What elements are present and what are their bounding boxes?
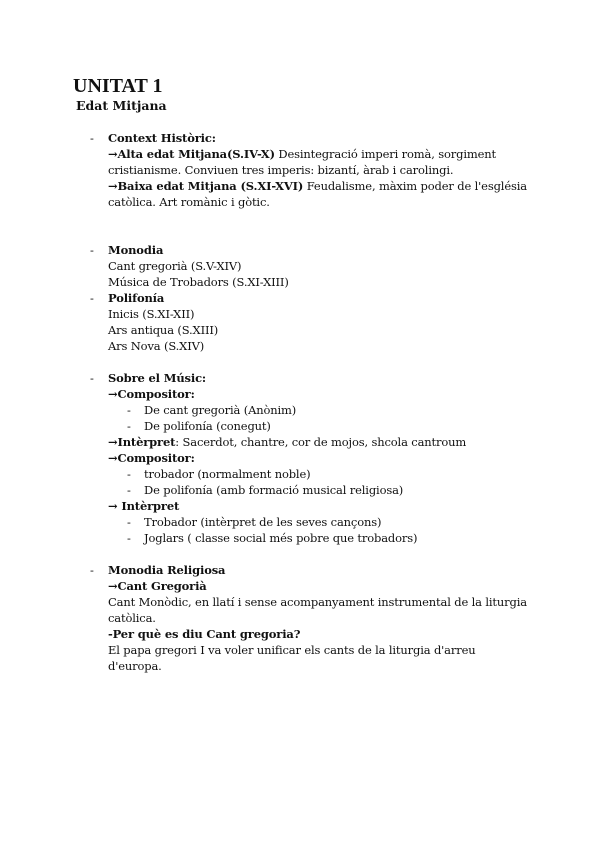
low-middle-ages-line bbox=[108, 178, 528, 194]
list-item: De cant gregorià (Anònim) bbox=[144, 403, 297, 417]
list-dash: - bbox=[90, 131, 94, 145]
composer-list-1 bbox=[127, 402, 528, 418]
spacer bbox=[0, 226, 600, 242]
list-dash: - bbox=[90, 563, 94, 577]
composer-label-2: →Compositor: bbox=[108, 451, 195, 465]
context-heading: Context Històric: bbox=[108, 131, 216, 145]
performer-label-2: → Intèrpret bbox=[108, 499, 180, 513]
music-heading: Sobre el Músic: bbox=[108, 371, 207, 385]
low-middle-ages-label: →Baixa edat Mitjana (S.XI-XVI) bbox=[108, 179, 304, 193]
section-polifonia bbox=[90, 290, 528, 354]
list-item: Ars Nova (S.XIV) bbox=[108, 339, 205, 353]
list-item: De polifonía (conegut) bbox=[144, 419, 271, 433]
list-item: Cant gregorià (S.V-XIV) bbox=[108, 259, 242, 273]
list-dash: - bbox=[127, 483, 131, 497]
list-item: Trobador (intèrpret de les seves cançons) bbox=[144, 515, 382, 529]
unit-title: UNITAT 1 bbox=[73, 75, 163, 97]
list-dash: - bbox=[127, 531, 131, 545]
section-religious bbox=[90, 562, 528, 674]
composer-list-2 bbox=[127, 482, 528, 498]
gregorian-answer: El papa gregori I va voler unificar els cants de la liturgia d'arreu d'europa. bbox=[108, 643, 476, 673]
high-middle-ages-text-cont: cristianisme. Conviuen tres imperis: bizantí, àrab i carolingi. bbox=[108, 163, 454, 177]
subtitle: Edat Mitjana bbox=[76, 98, 167, 113]
gregorian-label: →Cant Gregorià bbox=[108, 579, 207, 593]
list-dash: - bbox=[127, 419, 131, 433]
list-item: Inicis (S.XI-XII) bbox=[108, 307, 195, 321]
list-item: De polifonía (amb formació musical religiosa) bbox=[144, 483, 404, 497]
low-middle-ages-text: Feudalisme, màxim poder de l'església bbox=[303, 179, 527, 193]
performer-text-1: : Sacerdot, chantre, cor de mojos, shcola cantroum bbox=[175, 435, 467, 449]
section-monodia bbox=[90, 242, 528, 290]
list-dash: - bbox=[127, 467, 131, 481]
performer-list-2 bbox=[127, 530, 528, 546]
list-dash: - bbox=[127, 515, 131, 529]
performer-line-1 bbox=[108, 434, 528, 450]
high-middle-ages-text: Desintegració imperi romà, sorgiment bbox=[274, 147, 497, 161]
gregorian-question: -Per què es diu Cant gregoria? bbox=[108, 627, 301, 641]
section-music bbox=[90, 370, 528, 546]
section-context bbox=[90, 130, 528, 210]
high-middle-ages-label: →Alta edat Mitjana(S.IV-X) bbox=[108, 147, 275, 161]
religious-heading: Monodia Religiosa bbox=[108, 563, 226, 577]
high-middle-ages-line bbox=[108, 146, 528, 162]
spacer bbox=[0, 546, 600, 562]
low-middle-ages-text-cont: catòlica. Art romànic i gòtic. bbox=[108, 195, 270, 209]
list-dash: - bbox=[127, 403, 131, 417]
list-dash: - bbox=[90, 291, 94, 305]
monodia-heading: Monodia bbox=[108, 243, 164, 257]
performer-list-2 bbox=[127, 514, 528, 530]
notes-content bbox=[0, 130, 600, 674]
list-dash: - bbox=[90, 243, 94, 257]
gregorian-definition-cont: catòlica. bbox=[108, 611, 156, 625]
list-item: Música de Trobadors (S.XI-XIII) bbox=[108, 275, 289, 289]
list-dash: - bbox=[90, 371, 94, 385]
spacer bbox=[0, 210, 600, 226]
list-item: Ars antiqua (S.XIII) bbox=[108, 323, 219, 337]
composer-list-1 bbox=[127, 418, 528, 434]
polifonia-heading: Polifonía bbox=[108, 291, 165, 305]
list-item: trobador (normalment noble) bbox=[144, 467, 311, 481]
composer-list-2 bbox=[127, 466, 528, 482]
spacer bbox=[0, 354, 600, 370]
composer-label-1: →Compositor: bbox=[108, 387, 195, 401]
performer-label-1: →Intèrpret bbox=[108, 435, 176, 449]
gregorian-definition: Cant Monòdic, en llatí i sense acompanyament instrumental de la liturgia bbox=[108, 595, 527, 609]
list-item: Joglars ( classe social més pobre que trobadors) bbox=[144, 531, 418, 545]
